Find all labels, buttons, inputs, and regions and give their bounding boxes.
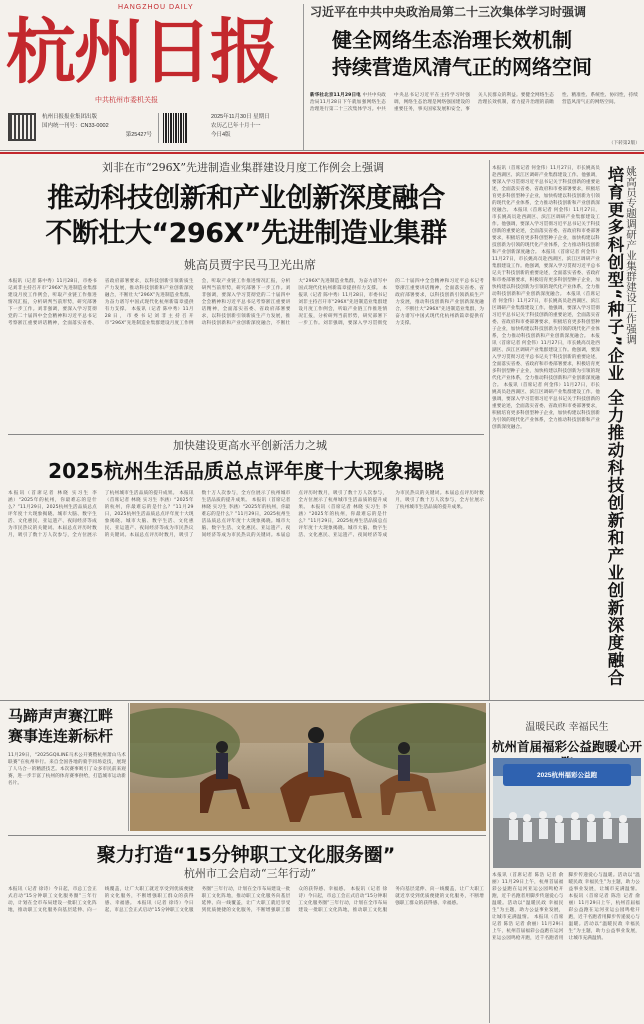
lead-story-headline-1: 推动科技创新和产业创新深度融合	[47, 183, 445, 214]
horse-riders-illustration	[130, 703, 486, 831]
lead-story-text: 本报讯（记者 陈中秀）11月28日，市委书记刘非主持召开市“296X”先进制造业集群建设月度工作例会，听取产业链工作推进情况汇报，分析研判当前形势，研究部署下一步工作。刘非强调，要深入学习贯彻党的二十届四中全会精神和习近平总书记考察浙江重要讲话精神，全面落实省委、省政府部署要求，以科技创新引领新质生产力发展，推动科技创新和产业创新深度融合，不断壮大“296X”先进制造业集群，为奋力谱写中国式现代化杭州新篇章提供有力支撑。	[8, 279, 194, 326]
top-story-body	[310, 92, 638, 142]
masthead-logo: 杭州日报	[6, 10, 278, 93]
right-column-text-3: 本报讯（首席记者 何金伟）11月27日，市长姚高员赴西湖区、滨江区调研产业集群建设工作。他强调，要深入学习贯彻习近平总书记关于科技创新的重要论述，全面落实省委、省政府和市委部署要求，积极培育更多科创型种子企业，加快构建以科技创新为引领的现代化产业体系，全力推动科技创新和产业创新深度融合。	[492, 250, 600, 297]
charity-banner-text: 2025杭州福彩公益跑	[537, 772, 597, 779]
second-story-text-3: 本报讯（首席记者 林晓 实习生 李涵）“2025年的杭州，你最难忘的是什么？”11月29日，2025杭州生活品质总点评年度十大现象揭晓。城市大脑、数字生活、文化惠民、亚运遗产、夜间经济等成为市民热议的关键词。本届总点评历时数月，吸引了数十万人次参与，全方位展示了杭州城市生活品质的提升成果。	[201, 491, 388, 538]
barcode	[163, 113, 187, 143]
masthead-date-info	[211, 113, 301, 140]
top-story-text: 中共中央政治局11月28日下午就加强网络生态治理进行第二十三次集体学习。中共中央总书记习近平在主持学习时强调，网络生态治理是网络强国建设的重要任务，事关国家发展和安全，事关人民群众的利益。要健全网络生态治理长效机制，着力提升治理的前瞻性、精准性、系统性、协同性，持续营造风清气正的网络空间。	[310, 93, 638, 112]
top-story-headline-1: 健全网络生态治理长效机制	[332, 28, 572, 52]
date-line: 2025年11月30日 星期日	[211, 114, 270, 120]
union-body	[8, 886, 484, 1020]
equestrian-photo	[130, 703, 486, 831]
top-story-headline-2: 持续营造风清气正的网络空间	[332, 55, 592, 79]
right-column-text: 本报讯（首席记者 何金伟）11月27日，市长姚高员赴西湖区、滨江区调研产业集群建设工作。他强调，要深入学习贯彻习近平总书记关于科技创新的重要论述，全面落实省委、省政府和市委部署要求，积极培育更多科创型种子企业，加快构建以科技创新为引领的现代化产业体系，全力推动科技创新和产业创新深度融合。	[492, 166, 600, 213]
publisher-line: 杭州日报报业集团出版	[42, 114, 98, 120]
masthead-publication-info	[42, 113, 152, 140]
second-story-headline: 2025杭州生活品质总点评年度十大现象揭晓	[48, 459, 444, 483]
second-story-text-2: 本报讯（首席记者 林晓 实习生 李涵）“2025年的杭州，你最难忘的是什么？”11月29日，2025杭州生活品质总点评年度十大现象揭晓。城市大脑、数字生活、文化惠民、亚运遗产、夜间经济等成为市民热议的关键词。本届总点评历时数月，吸引了数十万人次参与，全方位展示了杭州城市生活品质的提升成果。	[104, 491, 291, 538]
second-story-text: 本报讯（首席记者 林晓 实习生 李涵）“2025年的杭州，你最难忘的是什么？”11月29日，2025杭州生活品质总点评年度十大现象揭晓。城市大脑、数字生活、文化惠民、亚运遗产、夜间经济等成为市民热议的关键词。本届总点评历时数月，吸引了数十万人次参与，全方位展示了杭州城市生活品质的提升成果。	[8, 491, 178, 538]
right-column-text-4: 本报讯（首席记者 何金伟）11月27日，市长姚高员赴西湖区、滨江区调研产业集群建设工作。他强调，要深入学习贯彻习近平总书记关于科技创新的重要论述，全面落实省委、省政府和市委部署要求，积极培育更多科创型种子企业，加快构建以科技创新为引领的现代化产业体系，全力推动科技创新和产业创新深度融合。	[492, 292, 600, 339]
second-story-kicker: 加快建设更高水平创新活力之城	[173, 439, 327, 452]
second-story-body	[8, 490, 484, 698]
right-column-body	[492, 165, 600, 695]
top-story-continued: （下转第2版）	[608, 141, 640, 146]
charity-headline: 杭州首届福彩公益跑暖心开	[492, 739, 643, 754]
charity-text-2: 本报讯（首席记者 陈浩 记者 俞丽）11月29日上午，杭州首届福彩公益跑在运河亚运公园鸣枪开跑，近千名跑者用脚步传递爱心与温暖。活动以“温暖民政 幸福民生”为主题，助力公益事业发展，让城市充满温情。	[492, 873, 640, 941]
right-column-text-5: 本报讯（首席记者 何金伟）11月27日，市长姚高员赴西湖区、滨江区调研产业集群建设工作。他强调，要深入学习贯彻习近平总书记关于科技创新的重要论述，全面落实省委、省政府和市委部署要求，积极培育更多科创型种子企业，加快构建以科技创新为引领的现代化产业体系，全力推动科技创新和产业创新深度融合。	[492, 334, 600, 388]
union-text-3: 本报讯（记者 徐诗）今日起，市总工会正式启动“15分钟职工文化服务圈”三年行动，计划在全市布局建设一批职工文化阵地，推动职工文化服务向基层延伸、向一线覆盖，让广大职工就近享受到优质便捷的文化服务，不断增强职工群众的获得感、幸福感。	[298, 887, 484, 913]
equestrian-headline-1: 马蹄声声赛江畔	[8, 707, 114, 725]
union-headline: 聚力打造“15分钟职工文化服务圈”	[96, 844, 396, 866]
right-column-kicker: 姚高员专题调研产业集群建设工作强调	[625, 166, 637, 345]
masthead-qr-code	[8, 113, 36, 141]
charity-text: 本报讯（首席记者 陈浩 记者 俞丽）11月29日上午，杭州首届福彩公益跑在运河亚运公园鸣枪开跑，近千名跑者用脚步传递爱心与温暖。活动以“温暖民政 幸福民生”为主题，助力公益事业发展，让城市充满温情。	[492, 873, 564, 920]
lunar-date: 农历乙巳年十月十一	[211, 123, 261, 129]
charity-kicker: 温暖民政 幸福民生	[525, 722, 609, 733]
lead-story-body	[8, 278, 484, 428]
equestrian-headline-2: 赛事连连新标杆	[8, 727, 114, 745]
union-text-2: 本报讯（记者 徐诗）今日起，市总工会正式启动“15分钟职工文化服务圈”三年行动，计划在全市布局建设一批职工文化阵地，推动职工文化服务向基层延伸、向一线覆盖，让广大职工就近享受到优质便捷的文化服务，不断增强职工群众的获得感、幸福感。	[104, 887, 349, 913]
cn-number: 国内统一刊号：CN33-0002	[42, 123, 109, 129]
right-column-text-2: 本报讯（首席记者 何金伟）11月27日，市长姚高员赴西湖区、滨江区调研产业集群建设工作。他强调，要深入学习贯彻习近平总书记关于科技创新的重要论述，全面落实省委、省政府和市委部署要求，积极培育更多科创型种子企业，加快构建以科技创新为引领的现代化产业体系，全力推动科技创新和产业创新深度融合。	[492, 208, 600, 255]
second-story-text-4: 本报讯（首席记者 林晓 实习生 李涵）“2025年的杭州，你最难忘的是什么？”11月29日，2025杭州生活品质总点评年度十大现象揭晓。城市大脑、数字生活、文化惠民、亚运遗产、夜间经济等成为市民热议的关键词。本届总点评历时数月，吸引了数十万人次参与，全方位展示了杭州城市生活品质的提升成果。	[298, 491, 484, 538]
masthead-english-name: HANGZHOU DAILY	[118, 4, 194, 11]
top-story-kicker: 习近平在中共中央政治局第二十三次集体学习时强调	[310, 5, 587, 19]
union-subhead: 杭州市工会启动“三年行动”	[183, 867, 317, 880]
issue-number: 第25427号	[125, 132, 152, 138]
lead-story-subhead: 姚高员贾宇民马卫光出席	[183, 258, 316, 272]
equestrian-text: 11月29日，“2025GQILINE马术公开赛暨杭州萧山马术联赛”在杭州举行。来自全国各地的骑手同场竞技，展现了人马合一的精湛技艺。本次赛事吸引了众多市民前来观赛，进一步丰富了杭州的体育赛事供给，打造城市运动新名片。	[8, 753, 126, 786]
lead-story-text-cont2: 本报讯（记者 陈中秀）11月28日，市委书记刘非主持召开市“296X”先进制造业集群建设月度工作例会，听取产业链工作推进情况汇报，分析研判当前形势，研究部署下一步工作。刘非强调，要深入学习贯彻党的二十届四中全会精神和习近平总书记考察浙江重要讲话精神，全面落实省委、省政府部署要求，以科技创新引领新质生产力发展，推动科技创新和产业创新深度融合，不断壮大“296X”先进制造业集群，为奋力谱写中国式现代化杭州新篇章提供有力支撑。	[298, 279, 484, 326]
pages-line: 今日4版	[211, 132, 231, 138]
charity-body	[492, 872, 640, 1018]
equestrian-body	[8, 752, 126, 830]
charity-photo	[493, 758, 641, 868]
charity-text-3: 本报讯（首席记者 陈浩 记者 俞丽）11月29日上午，杭州首届福彩公益跑在运河亚运公园鸣枪开跑，近千名跑者用脚步传递爱心与温暖。活动以“温暖民政 幸福民生”为主题，助力公益事业发展，让城市充满温情。	[568, 894, 640, 941]
masthead-tagline: 中共杭州市委机关报	[95, 97, 158, 104]
right-column-text-6: 本报讯（首席记者 何金伟）11月27日，市长姚高员赴西湖区、滨江区调研产业集群建设工作。他强调，要深入学习贯彻习近平总书记关于科技创新的重要论述，全面落实省委、省政府和市委部署要求，积极培育更多科创型种子企业，加快构建以科技创新为引领的现代化产业体系，全力推动科技创新和产业创新深度融合。	[492, 383, 600, 430]
top-story-byline: 新华社北京11月29日电	[310, 93, 361, 98]
lead-story-headline-2: 不断壮大“296X”先进制造业集群	[45, 218, 447, 249]
union-text: 本报讯（记者 徐诗）今日起，市总工会正式启动“15分钟职工文化服务圈”三年行动，计划在全市布局建设一批职工文化阵地，推动职工文化服务向基层延伸、向一线覆盖，让广大职工就近享受到优质便捷的文化服务，不断增强职工群众的获得感、幸福感。	[8, 887, 194, 913]
lead-story-kicker: 刘非在市“296X”先进制造业集群建设月度工作例会上强调	[101, 161, 385, 174]
lead-story-text-cont: 本报讯（记者 陈中秀）11月28日，市委书记刘非主持召开市“296X”先进制造业集群建设月度工作例会，听取产业链工作推进情况汇报，分析研判当前形势，研究部署下一步工作。刘非强调，要深入学习贯彻党的二十届四中全会精神和习近平总书记考察浙江重要讲话精神，全面落实省委、省政府部署要求，以科技创新引领新质生产力发展，推动科技创新和产业创新深度融合，不断壮大“296X”先进制造业集群，为奋力谱写中国式现代化杭州新篇章提供有力支撑。	[104, 279, 388, 326]
right-column-headline: 培育更多科创型“种子”企业 全力推动科技创新和产业创新深度融合	[605, 166, 624, 687]
